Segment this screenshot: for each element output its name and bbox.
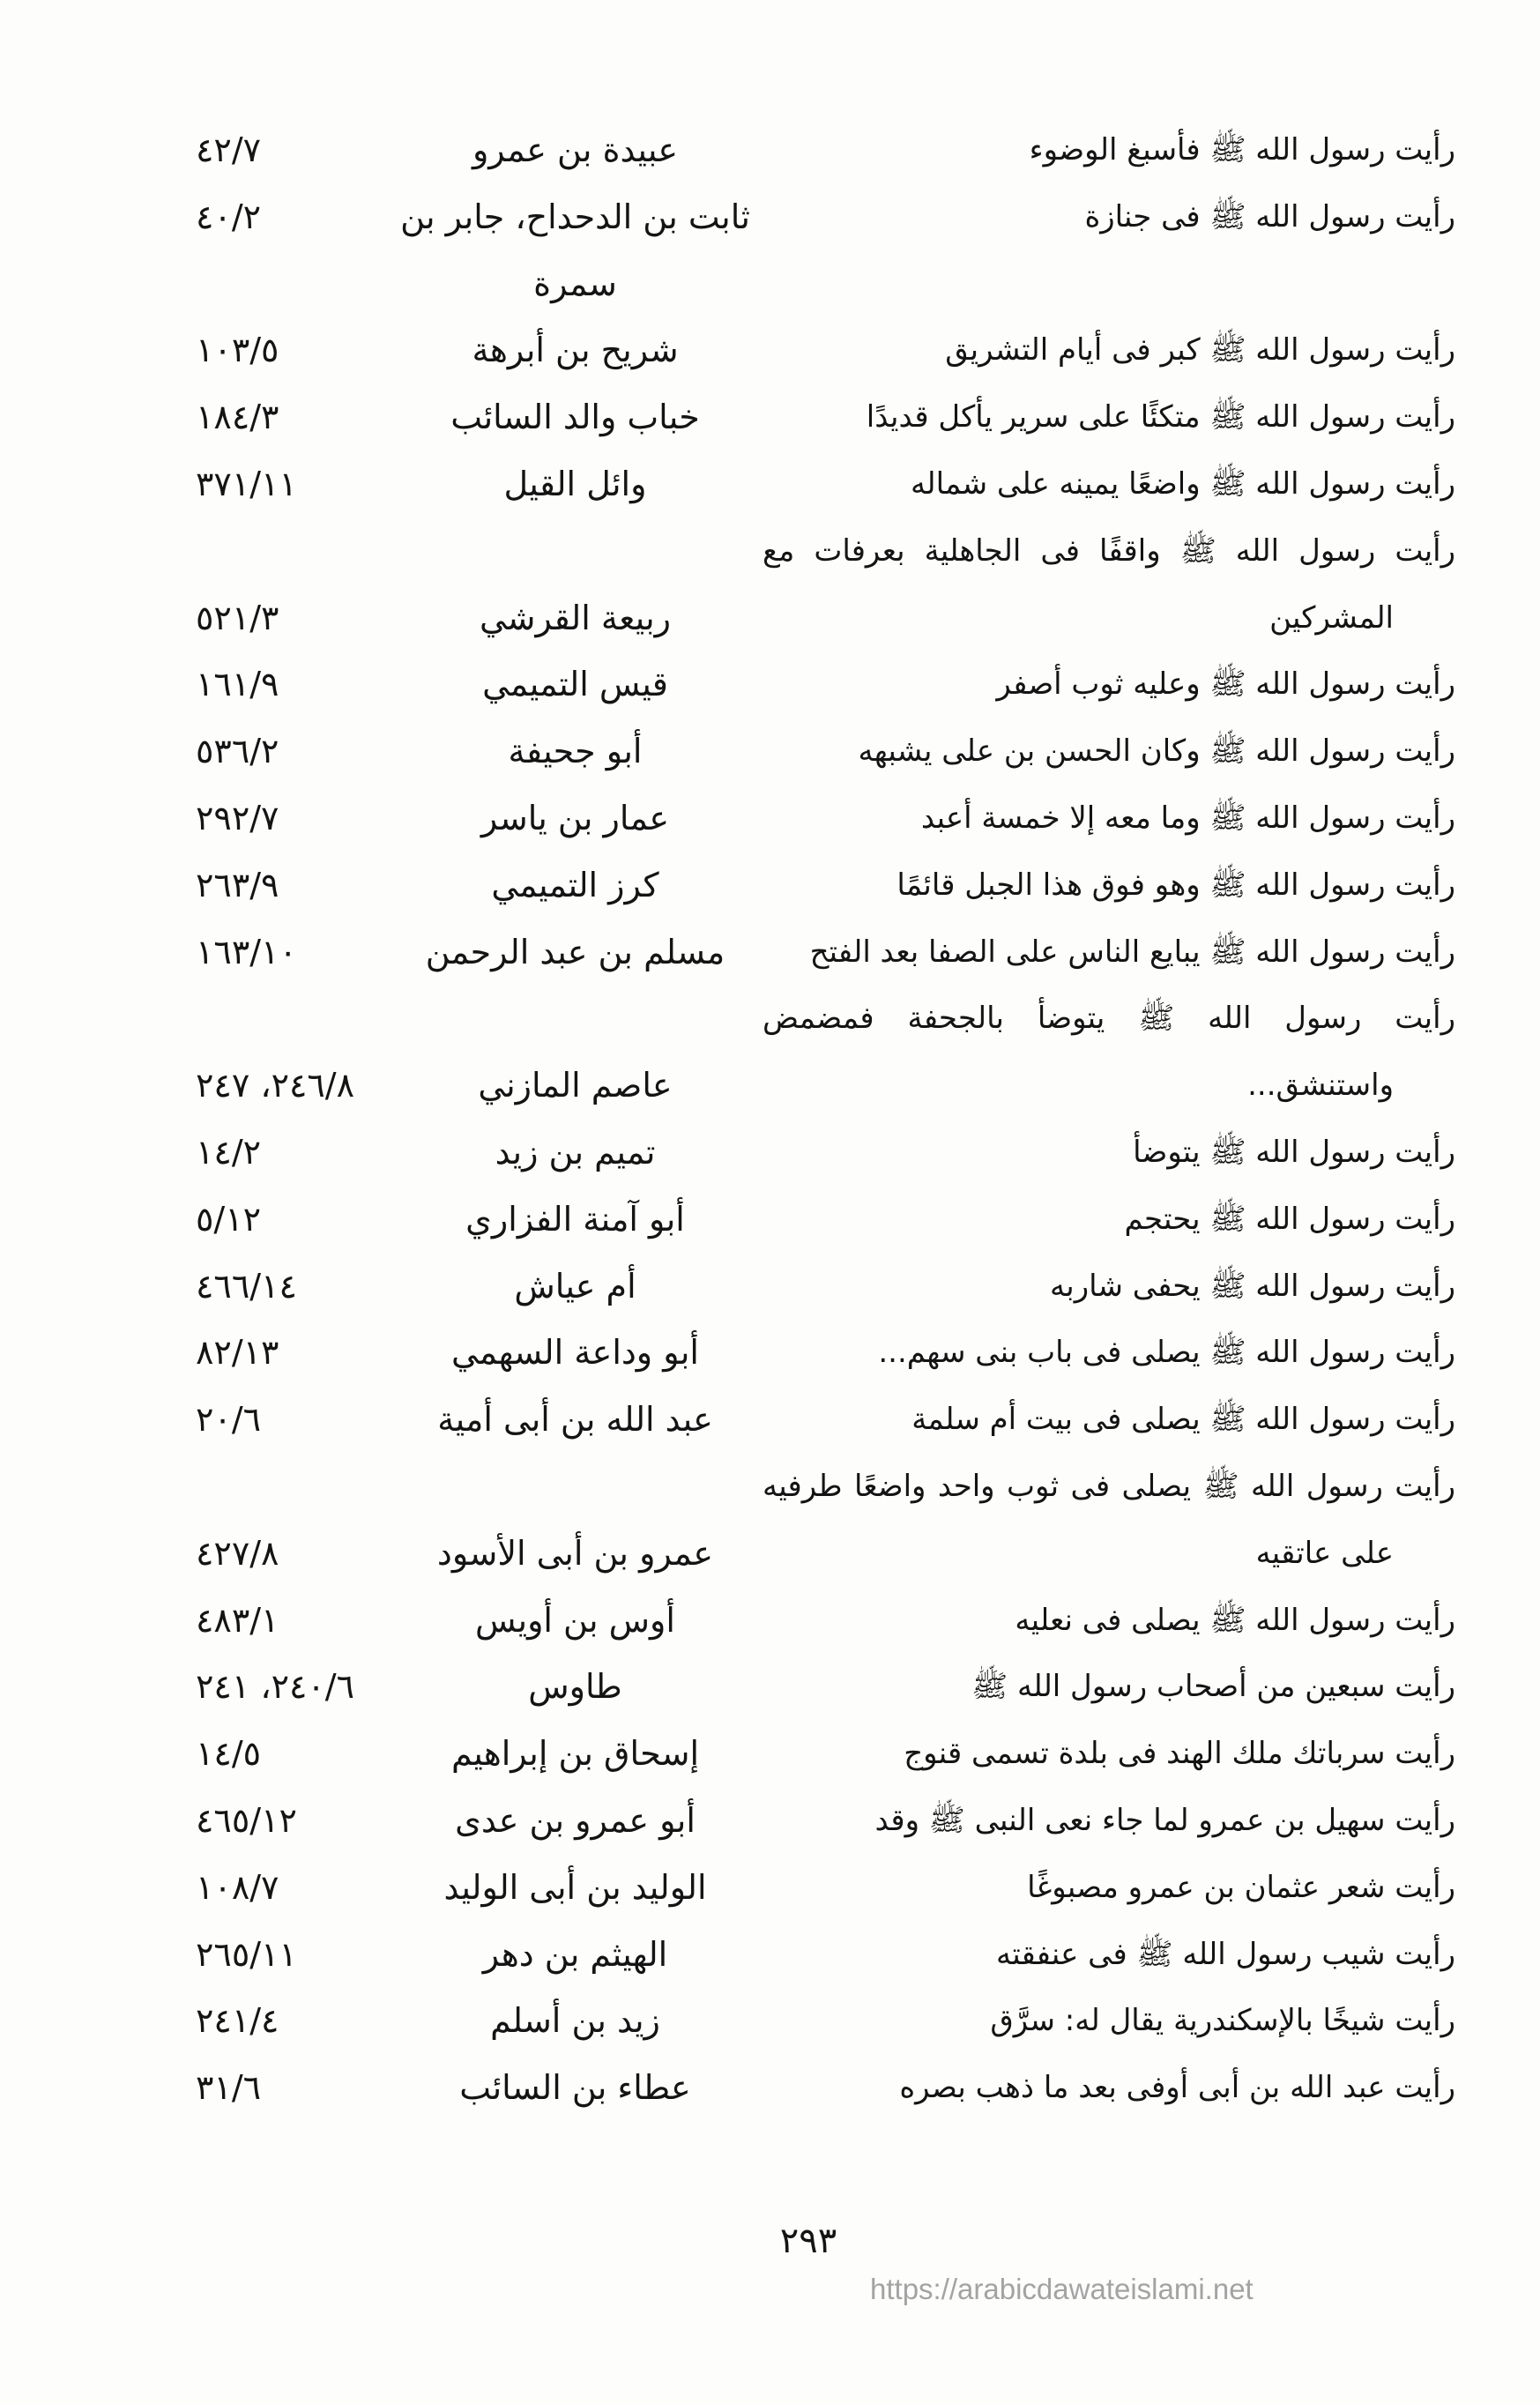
hadith-text: رأيت رسول الله ﷺ يصلى فى ثوب واحد واضعًا طرفيه [763,1469,1455,1504]
narrator-name: عبيدة بن عمرو [472,130,679,169]
volume-page-reference: ٤٠/٢ [196,197,262,236]
narrator-name: أبو آمنة الفزاري [465,1199,685,1239]
narrator-name: كرز التميمي [491,865,659,904]
hadith-text-continuation: واستنشق... [1247,1068,1394,1104]
volume-page-reference: ٤٢/٧ [196,130,262,169]
hadith-text: رأيت رسول الله ﷺ يصلى فى بيت أم سلمة [911,1402,1455,1438]
hadith-text: رأيت رسول الله ﷺ وهو فوق هذا الجبل قائمًا [896,867,1455,903]
hadith-text: رأيت رسول الله ﷺ يحفى شاربه [1050,1268,1455,1304]
narrator-name: ربيعة القرشي [479,598,671,637]
page-number: ٢٩٣ [779,2221,837,2261]
narrator-name: عطاء بن السائب [459,2068,691,2108]
narrator-name: قيس التميمي [482,665,668,704]
volume-page-reference: ٨٢/١٣ [196,1333,279,1373]
volume-page-reference: ٥٢١/٣ [196,598,279,637]
narrator-name: زيد بن أسلم [490,2001,660,2041]
volume-page-reference: ٢٤٦/٨، ٢٤٧ [196,1066,355,1105]
narrator-name: عمرو بن أبى الأسود [436,1533,714,1573]
volume-page-reference: ١٨٤/٣ [196,398,279,437]
hadith-text: رأيت رسول الله ﷺ فى جنازة [1084,198,1455,234]
narrator-name: ثابت بن الدحداح، جابر بن [400,197,750,236]
volume-page-reference: ٤٦٦/١٤ [196,1266,297,1306]
volume-page-reference: ٢٤٠/٦، ٢٤١ [196,1667,355,1707]
hadith-text: رأيت رسول الله ﷺ وكان الحسن بن على يشبهه [858,733,1455,770]
volume-page-reference: ٢٤١/٤ [196,2001,279,2041]
hadith-text: رأيت رسول الله ﷺ يصلى فى نعليه [1015,1602,1455,1638]
hadith-text: رأيت رسول الله ﷺ يبايع الناس على الصفا بعد الفتح [809,934,1455,970]
volume-page-reference: ٣٧١/١١ [196,465,297,503]
narrator-name: أم عياش [514,1266,636,1306]
narrator-name: عبد الله بن أبى أمية [437,1400,713,1440]
hadith-text: رأيت رسول الله ﷺ وما معه إلا خمسة أعبد [920,800,1455,836]
volume-page-reference: ٥/١٢ [196,1199,262,1239]
hadith-text: رأيت رسول الله ﷺ واضعًا يمينه على شماله [911,466,1455,502]
narrator-name: طاوس [528,1667,622,1707]
narrator-name: الوليد بن أبى الوليد [443,1867,707,1907]
hadith-text: رأيت شيب رسول الله ﷺ فى عنفقته [995,1936,1455,1972]
narrator-name: إسحاق بن إبراهيم [450,1734,700,1774]
volume-page-reference: ٢٩٢/٧ [196,799,279,837]
hadith-text: رأيت رسول الله ﷺ متكئًا على سرير يأكل قديدًا [866,399,1455,435]
narrator-name: أبو وداعة السهمي [451,1333,699,1373]
hadith-text: رأيت رسول الله ﷺ يصلى فى باب بنى سهم... [878,1335,1455,1371]
volume-page-reference: ١٠٣/٥ [196,331,279,370]
hadith-text: رأيت رسول الله ﷺ وعليه ثوب أصفر [996,666,1455,703]
hadith-text: رأيت سرباتك ملك الهند فى بلدة تسمى قنوج [904,1736,1455,1772]
narrator-name: خباب والد السائب [450,398,700,437]
narrator-name: مسلم بن عبد الرحمن [425,932,725,971]
volume-page-reference: ٢٦٣/٩ [196,865,279,904]
hadith-text: رأيت رسول الله ﷺ يتوضأ بالجحفة فمضمض [763,1001,1455,1037]
hadith-text-continuation: على عاتقيه [1255,1535,1394,1571]
volume-page-reference: ٤٦٥/١٢ [196,1801,297,1840]
volume-page-reference: ١٠٨/٧ [196,1867,279,1907]
volume-page-reference: ١٤/٥ [196,1734,262,1774]
narrator-name: عاصم المازني [478,1066,673,1105]
hadith-text: رأيت شيخًا بالإسكندرية يقال له: سرَّق [990,2003,1455,2039]
narrator-name: أبو عمرو بن عدى [455,1801,696,1840]
volume-page-reference: ١٤/٢ [196,1133,262,1172]
volume-page-reference: ٤٨٣/١ [196,1600,279,1640]
hadith-text-continuation: المشركين [1269,599,1394,636]
narrator-name: أبو جحيفة [508,732,643,771]
volume-page-reference: ٥٣٦/٢ [196,732,279,771]
hadith-text: رأيت رسول الله ﷺ كبر فى أيام التشريق [945,332,1455,368]
narrator-name: شريح بن أبرهة [472,331,679,370]
narrator-name: الهيثم بن دهر [482,1934,668,1974]
volume-page-reference: ١٦٣/١٠ [196,932,297,971]
hadith-text: رأيت رسول الله ﷺ يحتجم [1124,1201,1455,1237]
hadith-text: رأيت شعر عثمان بن عمرو مصبوغًا [1027,1869,1455,1905]
hadith-text: رأيت رسول الله ﷺ يتوضأ [1133,1135,1455,1170]
narrator-name: تميم بن زيد [495,1133,656,1172]
volume-page-reference: ٤٢٧/٨ [196,1533,279,1573]
watermark-url: https://arabicdawateislami.net [870,2273,1254,2305]
volume-page-reference: ٢٠/٦ [196,1400,262,1440]
volume-page-reference: ٣١/٦ [196,2068,262,2108]
narrator-name: عمار بن ياسر [480,799,670,837]
hadith-text: رأيت عبد الله بن أبى أوفى بعد ما ذهب بصره [899,2070,1455,2106]
narrator-name: أوس بن أويس [475,1600,675,1640]
narrator-name: وائل القيل [503,465,647,503]
hadith-text: رأيت سهيل بن عمرو لما جاء نعى النبى ﷺ وقد [874,1803,1455,1838]
volume-page-reference: ١٦١/٩ [196,665,279,704]
narrator-name-continuation: سمرة [533,264,617,303]
hadith-text: رأيت سبعين من أصحاب رسول الله ﷺ [971,1669,1455,1705]
hadith-text: رأيت رسول الله ﷺ واقفًا فى الجاهلية بعرفات مع [763,532,1455,569]
volume-page-reference: ٢٦٥/١١ [196,1934,297,1974]
hadith-text: رأيت رسول الله ﷺ فأسبغ الوضوء [1029,132,1455,167]
